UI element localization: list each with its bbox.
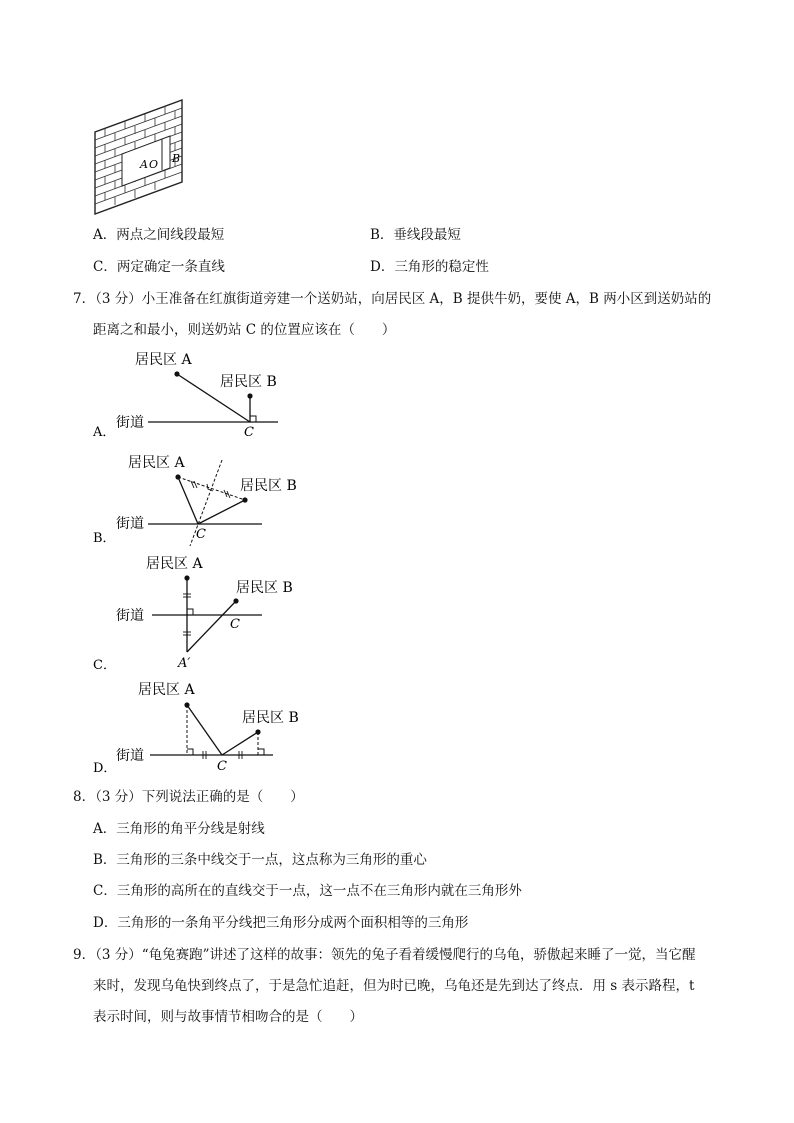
point-c-label: C	[244, 425, 254, 440]
point-c-label: C	[230, 617, 240, 632]
point-c-label: C	[196, 527, 206, 542]
q7-diagram-d	[90, 678, 320, 778]
q8-stem: 8．（3 分）下列说法正确的是（ ）	[73, 789, 304, 805]
resident-b-label: 居民区 B	[242, 710, 299, 726]
q6-option-a: A．两点之间线段最短	[93, 227, 225, 243]
q9-stem-line2: 来时，发现乌龟快到终点了，于是急忙追赶，但为时已晚，乌龟还是先到达了终点．用 s 表示路程，t	[93, 978, 695, 994]
street-label: 街道	[116, 516, 144, 532]
resident-b-label: 居民区 B	[240, 478, 297, 494]
q7-stem-line1: 7．（3 分）小王准备在红旗街道旁建一个送奶站，向居民区 A，B 提供牛奶，要使 A，B 两小区到送奶站的	[73, 291, 712, 307]
q8-option-a: A．三角形的角平分线是射线	[93, 821, 265, 837]
point-c-label: C	[217, 759, 227, 774]
q8-option-d: D．三角形的一条角平分线把三角形分成两个面积相等的三角形	[93, 915, 469, 931]
diagram-label-d: D．	[93, 761, 117, 776]
q6-option-b: B．垂线段最短	[370, 227, 461, 243]
street-label: 街道	[116, 415, 144, 431]
q9-stem-line1: 9．（3 分）“龟兔赛跑”讲述了这样的故事：领先的兔子看着缓慢爬行的乌龟，骄傲起来睡了一觉，当它醒	[73, 947, 696, 963]
q6-option-c: C．两定确定一条直线	[93, 259, 225, 275]
label-b: B	[172, 152, 181, 165]
resident-b-label: 居民区 B	[220, 374, 277, 390]
diagram-label-a: A．	[93, 425, 116, 440]
label-o: O	[149, 158, 159, 171]
resident-a-label: 居民区 A	[135, 352, 192, 368]
resident-a-label: 居民区 A	[128, 455, 185, 471]
q6-option-d: D．三角形的稳定性	[370, 259, 489, 275]
q7-stem-line2: 距离之和最小，则送奶站 C 的位置应该在（ ）	[93, 322, 396, 338]
resident-b-label: 居民区 B	[236, 580, 293, 596]
diagram-label-b: B．	[93, 531, 116, 546]
q7-diagram-a	[90, 344, 310, 444]
q9-stem-line3: 表示时间，则与故事情节相吻合的是（ ）	[93, 1009, 363, 1025]
resident-a-label: 居民区 A	[138, 682, 195, 698]
q8-option-b: B．三角形的三条中线交于一点，这点称为三角形的重心	[93, 852, 427, 868]
point-a-prime-label: A′	[178, 656, 191, 671]
resident-a-label: 居民区 A	[146, 556, 203, 572]
brick-wall-figure	[90, 96, 190, 218]
street-label: 街道	[116, 608, 144, 624]
label-a: A	[140, 158, 148, 171]
q7-diagram-b	[90, 450, 320, 550]
q8-option-c: C．三角形的高所在的直线交于一点，这一点不在三角形内就在三角形外	[93, 883, 522, 899]
diagram-label-c: C．	[93, 658, 116, 672]
q7-diagram-c	[90, 552, 320, 672]
street-label: 街道	[116, 748, 144, 764]
